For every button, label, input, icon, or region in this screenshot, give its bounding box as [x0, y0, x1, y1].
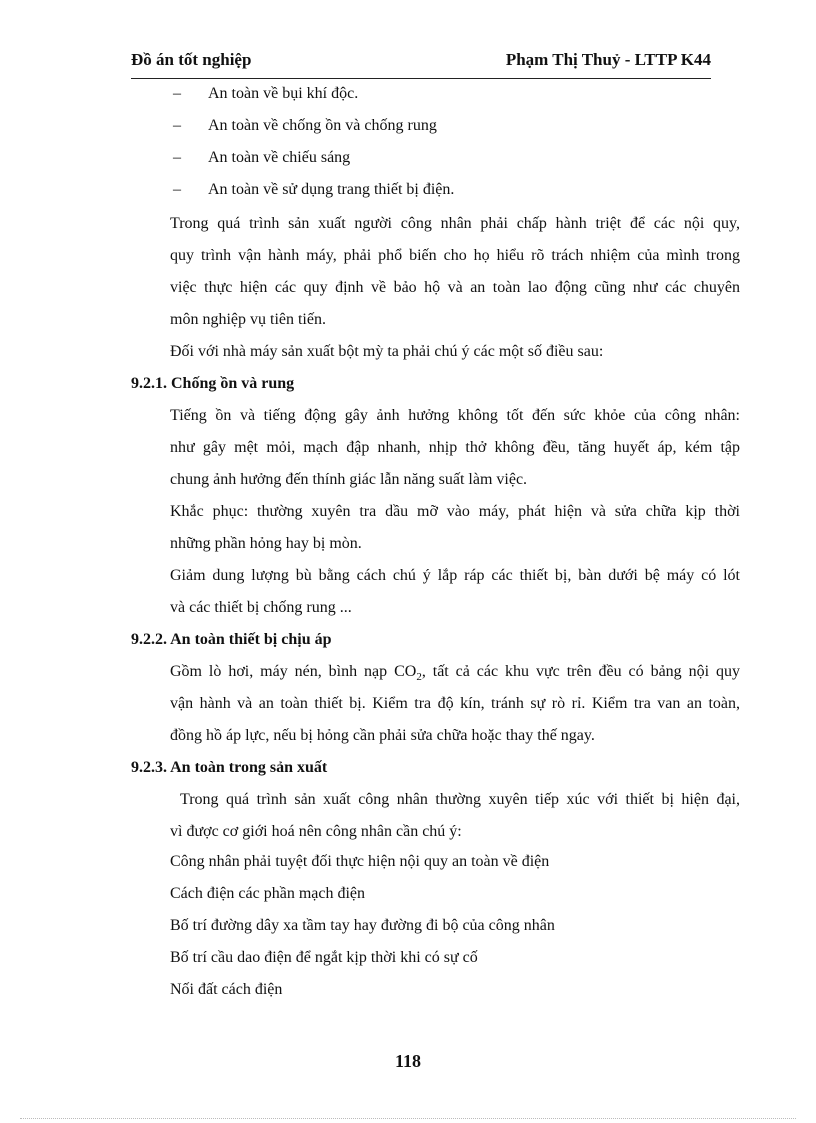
paragraph-line: Công nhân phải tuyệt đối thực hiện nội quy an toàn về điện — [170, 853, 550, 870]
page-bottom-border — [20, 1118, 796, 1119]
paragraph-line: Bố trí đường dây xa tầm tay hay đường đi bộ của công nhân — [170, 917, 555, 934]
bullet-text: An toàn về bụi khí độc. — [208, 85, 359, 102]
paragraph-line: Tiếng ồn và tiếng động gây ảnh hưởng không tốt đến sức khỏe của công nhân: — [170, 407, 740, 424]
bullet-text: An toàn về sử dụng trang thiết bị điện. — [208, 181, 455, 198]
bullet-text: An toàn về chiếu sáng — [208, 149, 351, 166]
paragraph-line: như gây mệt mỏi, mạch đập nhanh, nhịp thở không đều, tăng huyết áp, kém tập — [170, 439, 740, 456]
header-title: Đồ án tốt nghiệp — [131, 50, 252, 69]
page-number: 118 — [394, 1051, 421, 1071]
paragraph-line: đồng hồ áp lực, nếu bị hỏng cần phải sửa chữa hoặc thay thế ngay. — [170, 727, 595, 744]
paragraph-line: những phần hỏng hay bị mòn. — [170, 535, 362, 552]
paragraph-line: vì được cơ giới hoá nên công nhân cần chú ý: — [170, 823, 462, 840]
paragraph-line: và các thiết bị chống rung ... — [170, 599, 352, 616]
section-heading: 9.2.2. An toàn thiết bị chịu áp — [131, 631, 332, 648]
text-fragment: Gồm lò hơi, máy nén, bình nạp CO — [170, 663, 417, 680]
paragraph-line: vận hành và an toàn thiết bị. Kiểm tra độ kín, tránh sự rò rỉ. Kiểm tra van an toàn, — [170, 695, 740, 712]
subscript: 2 — [416, 671, 422, 684]
paragraph-line — [170, 662, 740, 682]
bullet-dash: – — [173, 149, 181, 166]
paragraph-line: Cách điện các phần mạch điện — [170, 885, 366, 902]
paragraph-line: chung ảnh hưởng đến thính giác lẫn năng suất làm việc. — [170, 471, 528, 488]
paragraph-line: môn nghiệp vụ tiên tiến. — [170, 311, 326, 328]
section-heading: 9.2.3. An toàn trong sản xuất — [131, 759, 328, 776]
header-author: Phạm Thị Thuỷ - LTTP K44 — [505, 50, 711, 69]
header-divider — [131, 78, 711, 79]
paragraph-line: Khắc phục: thường xuyên tra dầu mỡ vào máy, phát hiện và sửa chữa kịp thời — [170, 503, 740, 520]
bullet-dash: – — [173, 85, 181, 102]
paragraph-line: Đối với nhà máy sản xuất bột mỳ ta phải chú ý các một số điều sau: — [170, 343, 604, 360]
paragraph-line: Giảm dung lượng bù bằng cách chú ý lắp ráp các thiết bị, bàn dưới bệ máy có lót — [170, 567, 740, 584]
bullet-text: An toàn về chống ồn và chống rung — [208, 117, 437, 134]
paragraph-line: Trong quá trình sản xuất người công nhân phải chấp hành triệt để các nội quy, — [170, 215, 740, 232]
paragraph-line: quy trình vận hành máy, phải phổ biến cho họ hiểu rõ trách nhiệm của mình trong — [170, 247, 740, 264]
paragraph-line: Trong quá trình sản xuất công nhân thường xuyên tiếp xúc với thiết bị hiện đại, — [180, 791, 740, 808]
bullet-dash: – — [173, 181, 181, 198]
page-header — [131, 50, 711, 76]
paragraph-line: việc thực hiện các quy định về bảo hộ và an toàn lao động cũng như các chuyên — [170, 279, 740, 296]
text-fragment: , tất cả các khu vực trên đều có bảng nội quy — [421, 663, 740, 680]
paragraph-line: Bố trí cầu dao điện để ngắt kịp thời khi có sự cố — [170, 949, 478, 966]
section-heading: 9.2.1. Chống ồn và rung — [131, 375, 295, 392]
paragraph-line: Nối đất cách điện — [170, 981, 283, 998]
bullet-dash: – — [173, 117, 181, 134]
